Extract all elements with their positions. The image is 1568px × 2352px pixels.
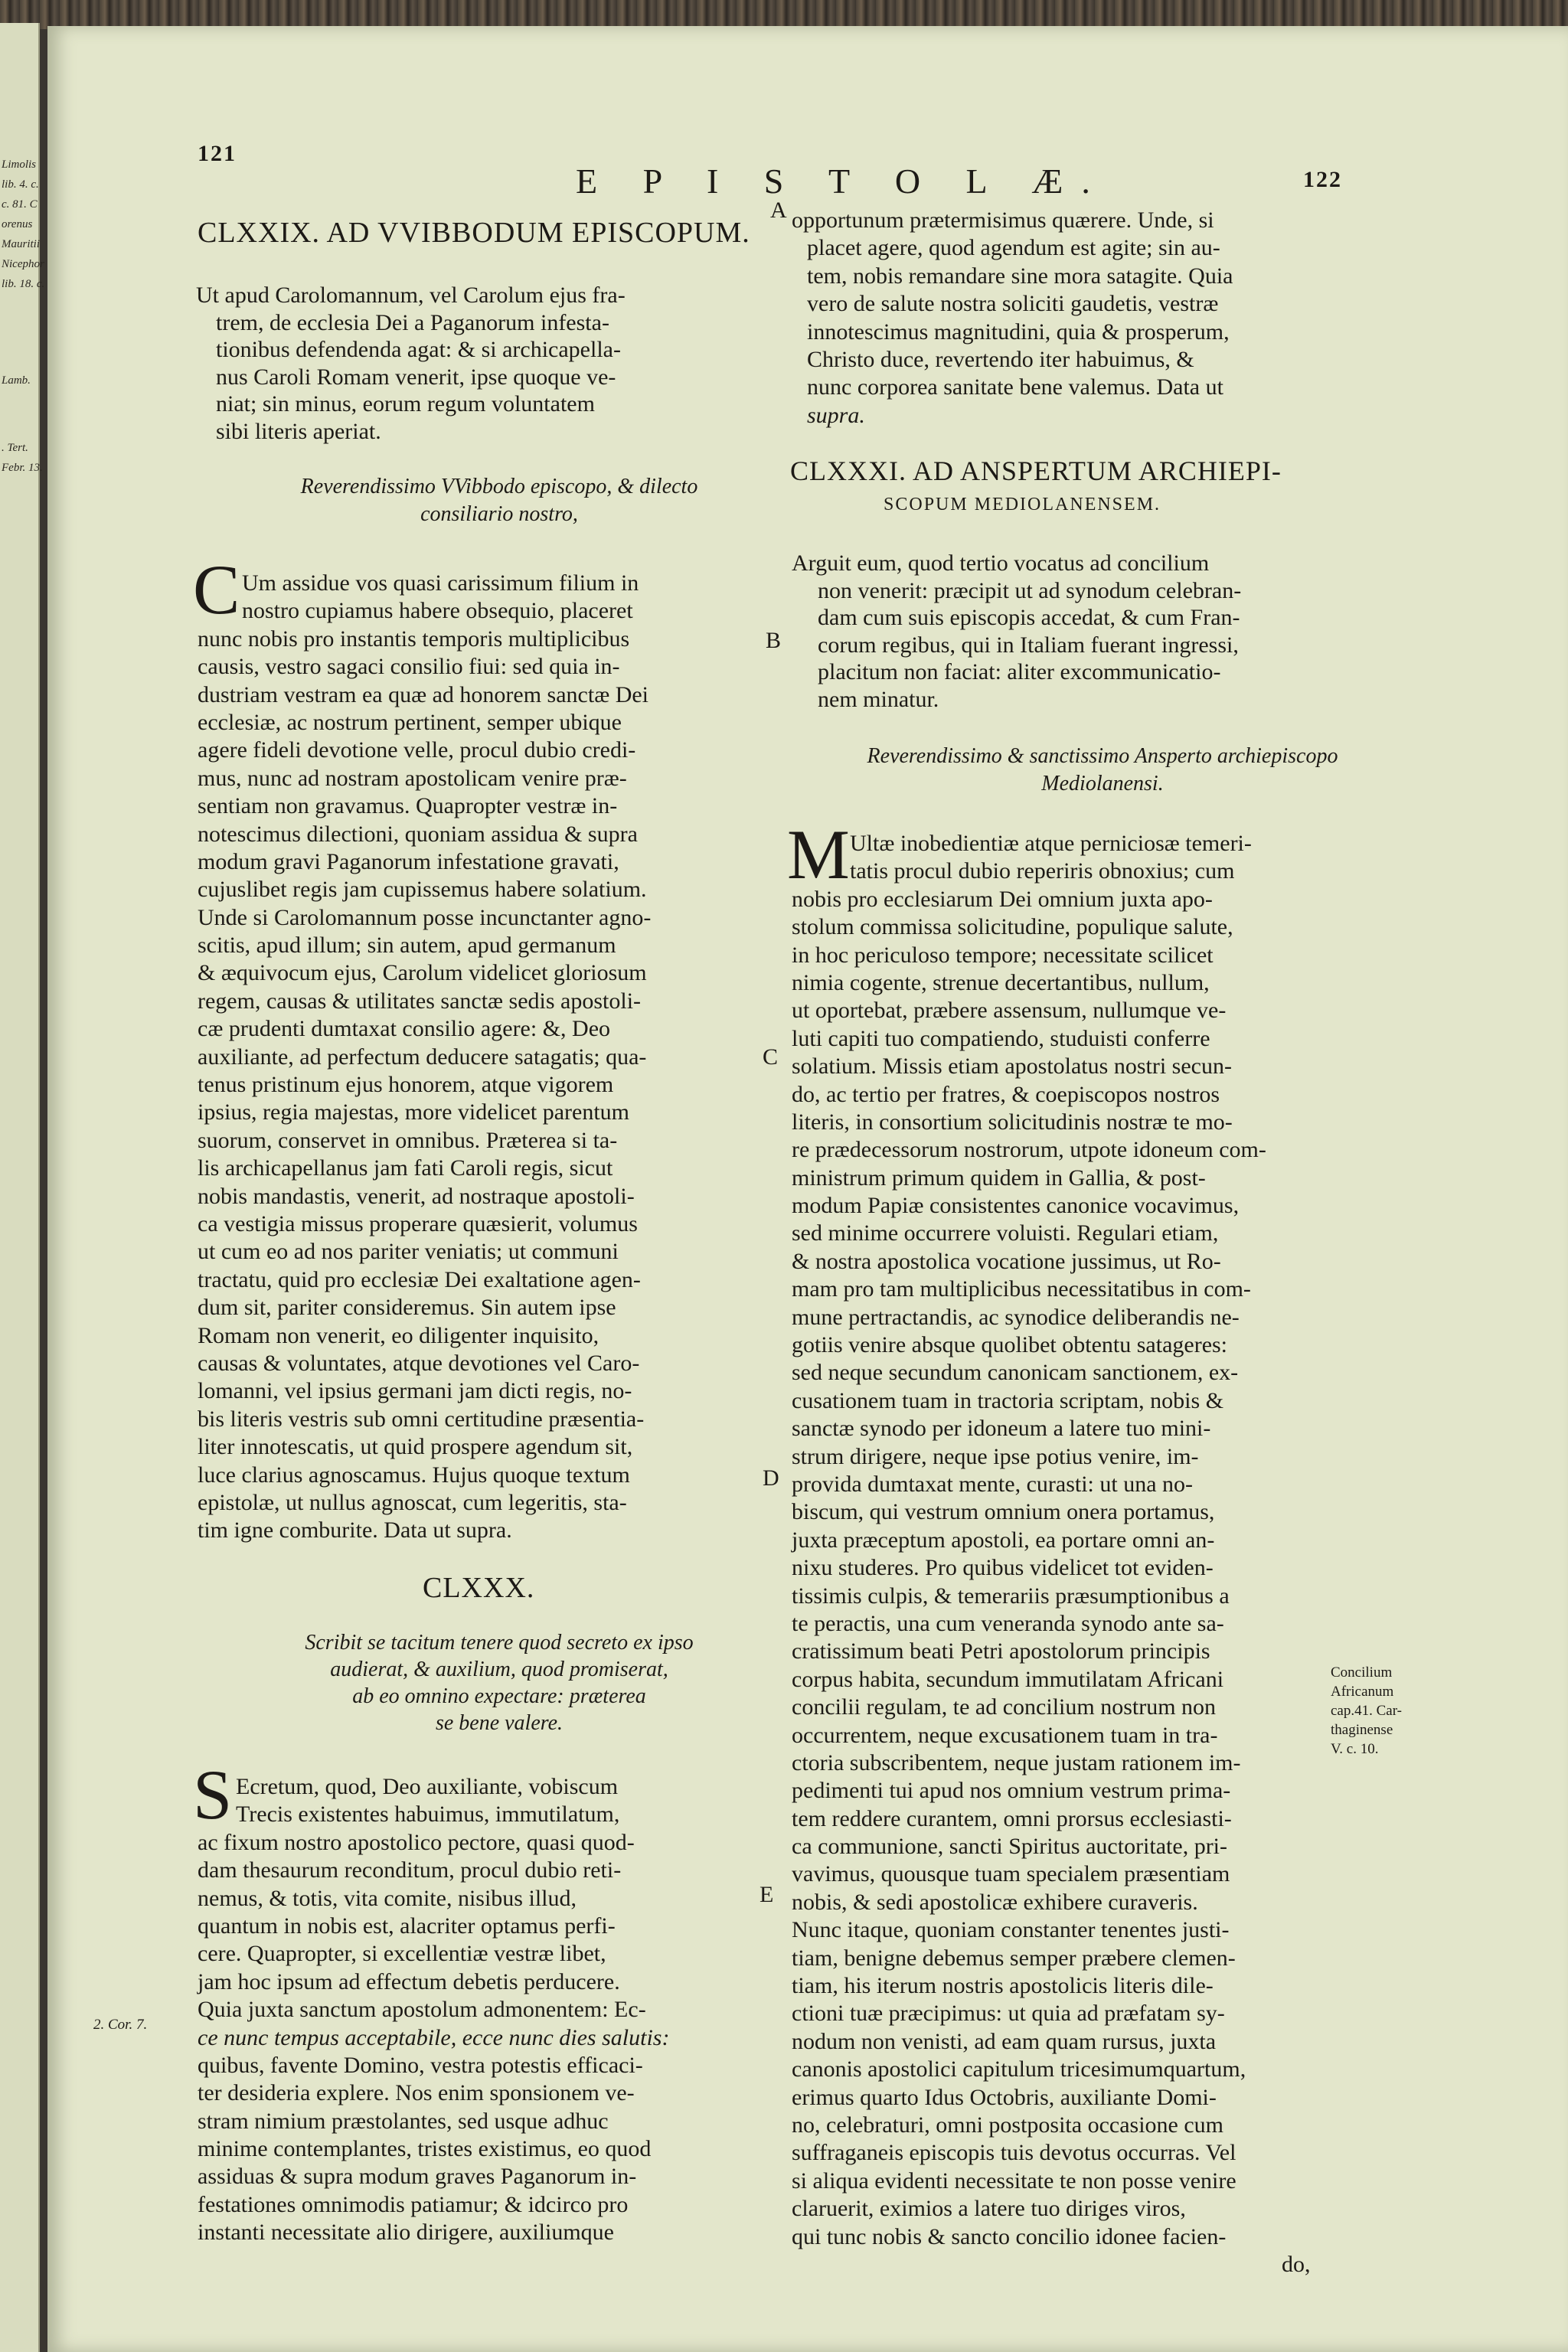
body-line: pedimenti tui apud nos omnium vestrum prima- xyxy=(792,1778,1231,1804)
body-line: vavimus, quousque tuam specialem præsentiam xyxy=(792,1861,1230,1887)
side-note-line: V. c. 10. xyxy=(1331,1741,1379,1757)
argument-line: se bene valere. xyxy=(435,1711,564,1735)
page-number-right: 122 xyxy=(1303,167,1342,192)
letter-179-argument xyxy=(196,282,626,445)
body-line: placet agere, quod agendum est agite; sin au- xyxy=(807,235,1220,261)
body-line: ca vestigia missus properare quæsierit, volumus xyxy=(198,1210,638,1236)
argument-line: nus Caroli Romam venerit, ipse quoque ve- xyxy=(216,364,616,390)
letter-180-continuation xyxy=(792,207,1419,430)
body-line: quibus, favente Domino, vestra potestis efficaci- xyxy=(198,2052,643,2078)
body-line: ut cum eo ad nos pariter veniatis; ut communi xyxy=(198,1239,619,1265)
dropcap-s: S xyxy=(193,1756,233,1834)
side-note-line: cap.41. Car- xyxy=(1331,1703,1402,1719)
body-line: mus, nunc ad nostram apostolicam venire præ- xyxy=(198,765,627,791)
body-line: Um assidue vos quasi carissimum filium in xyxy=(242,570,639,596)
letter-181-argument xyxy=(792,550,1241,713)
body-line: quantum in nobis est, alacriter optamus perfi- xyxy=(198,1913,616,1939)
letter-179-address xyxy=(193,473,805,528)
body-line: notescimus dilectioni, quoniam assidua & supra xyxy=(198,821,638,847)
argument-line: non venerit: præcipit ut ad synodum celebran- xyxy=(818,577,1242,603)
body-line: tenus pristinum ejus honorem, atque vigorem xyxy=(198,1072,614,1098)
body-line: tractatu, quid pro ecclesiæ Dei exaltatione agen- xyxy=(198,1266,641,1292)
body-line: cusationem tuam in tractoria scriptam, nobis & xyxy=(792,1387,1224,1413)
argument-line: nem minatur. xyxy=(818,686,939,712)
section-letter-c: C xyxy=(763,1044,779,1070)
book-page xyxy=(47,26,1568,2352)
body-line: ctoria subscribentem, neque justam rationem im- xyxy=(792,1749,1241,1775)
argument-line: tionibus defendenda agat: & si archicapella- xyxy=(216,337,621,362)
body-line: in hoc periculoso tempore; necessitate scilicet xyxy=(792,942,1214,968)
body-line: dustriam vestram ea quæ ad honorem sanctæ Dei xyxy=(198,681,649,707)
body-line: & nostra apostolica vocatione jussimus, ut Ro- xyxy=(792,1248,1221,1274)
body-line: dum sit, pariter consideremus. Sin autem ipse xyxy=(198,1295,616,1321)
body-line: literis, in consortium solicitudinis nostræ te mo- xyxy=(792,1109,1233,1135)
address-line: Reverendissimo & sanctissimo Ansperto archiepiscopo xyxy=(867,744,1338,768)
body-line: nimia cogente, strenue decertantibus, nullum, xyxy=(792,969,1210,995)
left-margin-note: Febr. 13. xyxy=(2,462,43,474)
body-line: tiam, benigne debemus semper præbere clemen- xyxy=(792,1945,1236,1971)
body-line: ipsius, regia majestas, more videlicet parentum xyxy=(198,1099,629,1125)
body-line: ut oportebat, præbere assensum, nullumque ve- xyxy=(792,998,1227,1024)
argument-line: corum regibus, qui in Italiam fuerant ingressi, xyxy=(818,632,1239,658)
body-line: bis literis vestris sub omni certitudine præsentia- xyxy=(198,1406,645,1432)
body-line: innotescimus magnitudini, quia & prosperum, xyxy=(807,318,1230,345)
body-line: regem, causas & utilitates sanctæ sedis apostoli- xyxy=(198,988,642,1014)
body-line: si aliqua evidenti necessitate te non posse venire xyxy=(792,2167,1236,2194)
body-line: cujuslibet regis jam cupissemus habere solatium. xyxy=(198,877,647,903)
address-line: Mediolanensi. xyxy=(1041,772,1164,795)
body-line: sentiam non gravamus. Quapropter vestræ in- xyxy=(198,793,618,819)
letter-180-argument xyxy=(193,1629,805,1736)
letter-181-heading: CLXXXI. AD ANSPERTUM ARCHIEPI- xyxy=(790,456,1282,486)
body-line: auxiliante, ad perfectum deducere satagatis; qua- xyxy=(198,1044,647,1070)
body-line: causis, vestro sagaci consilio fiui: sed quia in- xyxy=(198,654,620,680)
body-line: lis archicapellanus jam fati Caroli regis, sicut xyxy=(198,1155,613,1181)
body-line: nemus, & totis, vita comite, nisibus illud, xyxy=(198,1885,577,1911)
body-line: Quia juxta sanctum apostolum admonentem: Ec- xyxy=(198,1997,646,2023)
body-line: biscum, qui vestrum omnium onera portamus, xyxy=(792,1499,1215,1525)
left-margin-note: lib. 4. c. xyxy=(2,178,39,191)
body-line: ac fixum nostro apostolico pectore, quasi quod- xyxy=(198,1829,635,1855)
body-line: do, xyxy=(1282,2251,1311,2277)
argument-line: trem, de ecclesia Dei a Paganorum infesta- xyxy=(216,309,609,335)
body-line: dam thesaurum reconditum, procul dubio reti- xyxy=(198,1857,622,1883)
margin-note-2cor: 2. Cor. 7. xyxy=(93,2017,148,2033)
body-line: ecclesiæ, ac nostrum pertinent, semper ubique xyxy=(198,709,622,735)
body-line: qui tunc nobis & sancto concilio idonee facien- xyxy=(792,2223,1227,2249)
section-letter-e: E xyxy=(760,1882,774,1907)
argument-line: sibi literis aperiat. xyxy=(216,418,381,444)
body-line: mune pertractandis, ac synodice deliberandis ne- xyxy=(792,1304,1240,1330)
body-line: nixu studeres. Pro quibus videlicet tot eviden- xyxy=(792,1555,1214,1581)
argument-line: ab eo omnino expectare: præterea xyxy=(352,1684,646,1708)
body-line: gotiis venire absque quolibet obtentu satageres: xyxy=(792,1332,1228,1358)
body-line: vero de salute nostra soliciti gaudetis, vestræ xyxy=(807,291,1219,317)
body-line: nostro cupiamus habere obsequio, placeret xyxy=(242,598,633,624)
body-line: causas & voluntates, atque devotiones vel Caro- xyxy=(198,1350,640,1376)
body-line: ctioni tuæ præcipimus: ut quia ad præfatam sy- xyxy=(792,2001,1225,2027)
letter-179-heading: CLXXIX. AD VVIBBODUM EPISCOPUM. xyxy=(198,217,750,249)
body-line: stram nimium præstolantes, sed usque adhuc xyxy=(198,2108,609,2134)
body-line: epistolæ, ut nullus agnoscat, cum legeritis, sta- xyxy=(198,1489,627,1515)
body-line: tem, nobis remandare sine mora satagite. Quia xyxy=(807,263,1233,289)
body-line: Trecis existentes habuimus, immutilatum, xyxy=(236,1802,620,1828)
body-line: Ecretum, quod, Deo auxiliante, vobiscum xyxy=(236,1774,619,1799)
address-line: consiliario nostro, xyxy=(420,502,578,526)
body-line: Nunc itaque, quoniam constanter tenentes justi- xyxy=(792,1917,1230,1943)
body-line: lomanni, vel ipsius germani jam dicti regis, no- xyxy=(198,1378,632,1404)
body-line: concilii regulam, te ad concilium nostrum non xyxy=(792,1694,1217,1720)
body-line: erimus quarto Idus Octobris, auxiliante Domi- xyxy=(792,2084,1217,2110)
body-line: Romam non venerit, eo diligenter inquisito, xyxy=(198,1322,599,1348)
body-line: minime contemplantes, tristes existimus, eo quod xyxy=(198,2136,652,2162)
left-margin-note: c. 81. C xyxy=(2,198,38,211)
side-note-line: Africanum xyxy=(1331,1684,1394,1700)
argument-line: dam cum suis episcopis accedat, & cum Fran- xyxy=(818,605,1240,630)
section-letter-b: B xyxy=(766,628,782,653)
body-line: occurrentem, neque excusationem tuam in tra- xyxy=(792,1722,1218,1748)
body-line: nodum non venisti, ad eam quam rursus, juxta xyxy=(792,2028,1217,2054)
body-line: tim igne comburite. Data ut supra. xyxy=(198,1517,512,1544)
body-line: claruerit, eximios a latere tuo diriges viros, xyxy=(792,2196,1186,2222)
body-line: agere fideli devotione velle, procul dubio credi- xyxy=(198,737,636,763)
body-line: cere. Quapropter, si excellentiæ vestræ libet, xyxy=(198,1941,606,1967)
body-line: modum gravi Paganorum infestatione gravati, xyxy=(198,848,619,874)
body-line: tem reddere curantem, omni prorsus ecclesiasti- xyxy=(792,1805,1232,1831)
body-line: & æquivocum ejus, Carolum videlicet gloriosum xyxy=(198,960,647,986)
body-line: supra. xyxy=(807,402,865,428)
body-line: tissimis culpis, & temerariis præsumptionibus a xyxy=(792,1583,1230,1609)
body-line: assiduas & supra modum graves Paganorum in- xyxy=(198,2164,637,2190)
body-line: re prædecessorum nostrorum, utpote idoneum com- xyxy=(792,1137,1266,1163)
body-line: solatium. Missis etiam apostolatus nostri secun- xyxy=(792,1054,1232,1080)
body-line: provida dumtaxat mente, curasti: ut una no- xyxy=(792,1471,1194,1497)
letter-180-heading: CLXXX. xyxy=(423,1572,535,1604)
body-line: nobis mandastis, venerit, ad nostraque apostoli- xyxy=(198,1183,635,1209)
body-line: cæ prudenti dumtaxat consilio agere: &, Deo xyxy=(198,1016,611,1042)
argument-line: Arguit eum, quod tertio vocatus ad concilium xyxy=(792,550,1210,576)
top-edge-band xyxy=(0,0,1568,29)
body-line: jam hoc ipsum ad effectum debetis perducere. xyxy=(198,1968,620,1994)
left-margin-note: . Tert. xyxy=(2,442,28,454)
running-title: E P I S T O L Æ. xyxy=(576,162,1109,201)
section-letter-a: A xyxy=(770,198,787,223)
dropcap-m: M xyxy=(787,815,850,893)
body-line: Ultæ inobedientiæ atque perniciosæ temeri- xyxy=(850,831,1252,856)
argument-line: placitum non faciat: aliter excommunicatio- xyxy=(818,659,1221,684)
argument-line: Ut apud Carolomannum, vel Carolum ejus fra- xyxy=(196,283,626,308)
body-line: modum Papiæ consistentes canonice vocavimus, xyxy=(792,1193,1240,1219)
left-margin-note: Nicephor xyxy=(2,258,44,270)
dropcap-c: C xyxy=(193,550,240,629)
body-line: ca communione, sancti Spiritus auctoritate, pri- xyxy=(792,1834,1228,1860)
letter-179-body xyxy=(198,570,810,1545)
body-line: Unde si Carolomannum posse incunctanter agno- xyxy=(198,904,652,930)
left-margin-note: orenus xyxy=(2,218,33,230)
body-line: do, ac tertio per fratres, & coepiscopos nostros xyxy=(792,1081,1220,1107)
body-line: nobis, & sedi apostolicæ exhibere curaveris. xyxy=(792,1889,1198,1915)
side-note-line: Concilium xyxy=(1331,1664,1393,1681)
address-line: Reverendissimo VVibbodo episcopo, & dilecto xyxy=(300,475,698,498)
argument-line: Scribit se tacitum tenere quod secreto ex ipso xyxy=(305,1631,694,1655)
body-line: mam pro tam multiplicibus necessitatibus in com- xyxy=(792,1276,1251,1302)
left-page-edge xyxy=(0,23,45,2352)
body-line: nobis pro ecclesiarum Dei omnium juxta apo- xyxy=(792,886,1213,912)
body-line: liter innotescatis, ut quid prospere agendum sit, xyxy=(198,1434,633,1460)
argument-line: niat; sin minus, eorum regum voluntatem xyxy=(216,391,595,416)
body-line: no, celebraturi, omni postposita occasione cum xyxy=(792,2112,1224,2138)
letter-181-body xyxy=(792,830,1419,2278)
body-line: ministrum primum quidem in Gallia, & post- xyxy=(792,1165,1206,1191)
body-line: canonis apostolici capitulum tricesimumquartum, xyxy=(792,2056,1246,2082)
body-line: scitis, apud illum; sin autem, apud germanum xyxy=(198,933,616,959)
letter-181-address xyxy=(789,743,1416,798)
body-line: sanctæ synodo per idoneum a latere tuo mini- xyxy=(792,1416,1211,1442)
body-line: tatis procul dubio reperiris obnoxius; cum xyxy=(850,858,1235,884)
argument-line: audierat, & auxilium, quod promiserat, xyxy=(330,1658,668,1681)
body-line: luce clarius agnoscamus. Hujus quoque textum xyxy=(198,1462,630,1488)
left-margin-note: Limolis xyxy=(2,158,37,171)
left-margin-note: Mauritii xyxy=(2,238,41,250)
side-note-concilium xyxy=(1331,1663,1402,1759)
side-note-line: thaginense xyxy=(1331,1722,1393,1738)
left-margin-note: lib. 18. c. xyxy=(2,278,45,290)
body-line: suorum, conservet in omnibus. Præterea si ta- xyxy=(198,1127,618,1153)
letter-181-heading-line2: SCOPUM MEDIOLANENSEM. xyxy=(884,495,1161,514)
body-line: sed neque secundum canonicam sanctionem, ex- xyxy=(792,1360,1239,1386)
body-line: ce nunc tempus acceptabile, ecce nunc dies salutis: xyxy=(198,2024,670,2050)
section-letter-d: D xyxy=(763,1465,779,1491)
body-line: nunc nobis pro instantis temporis multiplicibus xyxy=(198,626,630,652)
left-margin-note: Lamb. xyxy=(2,374,31,387)
body-line: ter desideria explere. Nos enim sponsionem ve- xyxy=(198,2080,635,2106)
body-line: suffraganeis episcopis tuis devotus occurras. Vel xyxy=(792,2140,1236,2166)
body-line: te peractis, una cum veneranda synodo ante sa- xyxy=(792,1610,1224,1636)
body-line: strum dirigere, neque ipse potius venire, im- xyxy=(792,1443,1199,1469)
body-line: nunc corporea sanitate bene valemus. Data ut xyxy=(807,374,1223,400)
body-line: opportunum prætermisimus quærere. Unde, si xyxy=(792,207,1214,233)
body-line: instanti necessitate alio dirigere, auxiliumque xyxy=(198,2220,614,2246)
page-number-left: 121 xyxy=(198,141,237,166)
body-line: Christo duce, revertendo iter habuimus, & xyxy=(807,346,1194,372)
body-line: stolum commissa solicitudine, populique salute, xyxy=(792,914,1233,940)
body-line: festationes omnimodis patiamur; & idcirco pro xyxy=(198,2191,629,2217)
body-line: cratissimum beati Petri apostolorum principis xyxy=(792,1638,1210,1664)
body-line: juxta præceptum apostoli, ea portare omni an- xyxy=(792,1527,1215,1553)
body-line: luti capiti tuo compatiendo, studuisti conferre xyxy=(792,1025,1210,1051)
body-line: sed minime occurrere voluisti. Regulari etiam, xyxy=(792,1220,1219,1246)
body-line: corpus habita, secundum immutilatam Africani xyxy=(792,1666,1224,1692)
letter-180-body xyxy=(198,1773,810,2247)
body-line: tiam, his iterum nostris apostolicis literis dile- xyxy=(792,1973,1214,1999)
